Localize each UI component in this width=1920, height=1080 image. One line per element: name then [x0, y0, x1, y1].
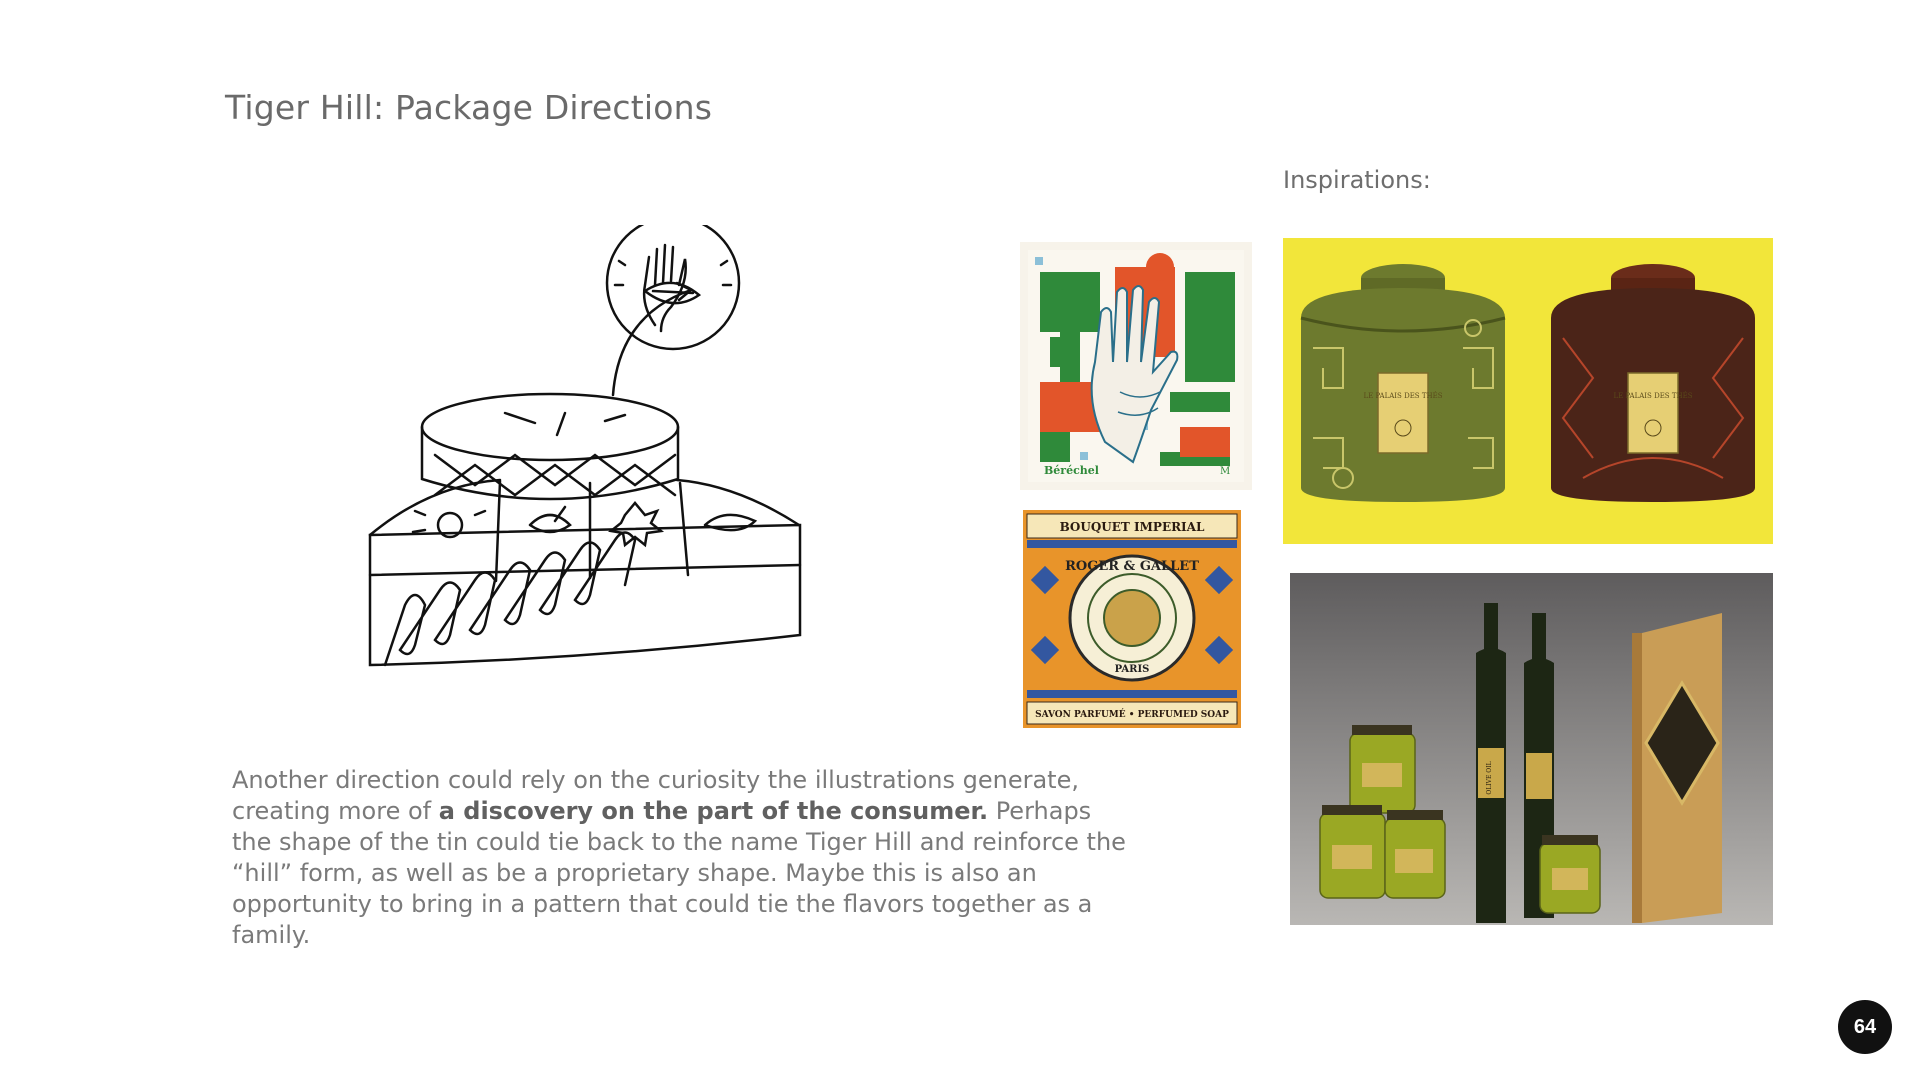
soap-seal-city: PARIS: [1114, 664, 1150, 675]
body-paragraph: [232, 765, 1132, 951]
hand-poster-illustration: [1020, 242, 1252, 490]
tin-label-left: LE PALAIS DES THÉS: [1363, 392, 1443, 400]
tin-sketch-illustration: [355, 225, 835, 675]
soap-top-text: BOUQUET IMPERIAL: [1059, 520, 1205, 534]
poster-signature: Béréchel: [1044, 464, 1099, 477]
body-text-part2: Perhaps the shape of the tin could tie back to the name Tiger Hill and reinforce the “hill” form, as well as be a proprietary shape. Maybe this is also an opportunity to bring in a pattern that could tie the flavors together as a family.: [232, 797, 1126, 949]
olive-oil-packaging-image: [1290, 573, 1773, 925]
body-text-part1: Another direction could rely on the curiosity the illustrations generate, creating more of: [232, 766, 1079, 825]
page-number-badge: 64: [1838, 1000, 1892, 1054]
soap-bottom-text: SAVON PARFUMÉ • PERFUMED SOAP: [1035, 710, 1229, 720]
soap-seal-text: ROGER & GALLET: [1065, 559, 1199, 574]
poster-tag: M: [1220, 466, 1231, 477]
body-text-bold: a discovery on the part of the consumer.: [438, 797, 989, 825]
tea-tins-image: [1283, 238, 1773, 544]
tin-label-right: LE PALAIS DES THÉS: [1613, 392, 1693, 400]
page-title: Tiger Hill: Package Directions: [225, 88, 713, 127]
roger-gallet-soap-image: [1023, 510, 1241, 728]
inspirations-label: Inspirations:: [1283, 166, 1431, 194]
oil-bottle-label: OLIVE OIL: [1486, 761, 1493, 795]
